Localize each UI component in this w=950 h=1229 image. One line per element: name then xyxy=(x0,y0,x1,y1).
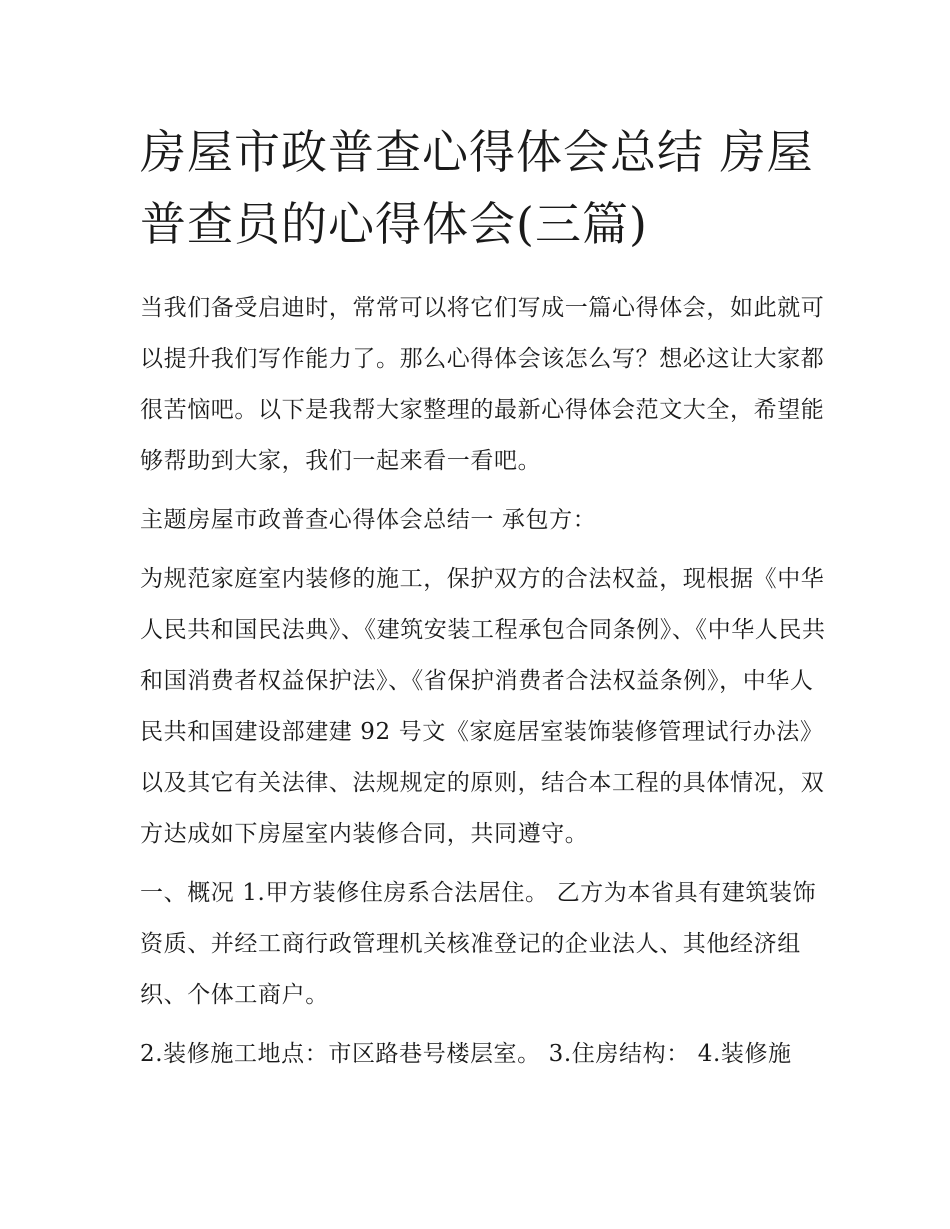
paragraph-intro: 当我们备受启迪时，常常可以将它们写成一篇心得体会，如此就可以提升我们写作能力了。那么心得体会该怎么写？想必这让大家都很苦恼吧。以下是我帮大家整理的最新心得体会范文大全，希望能够帮助到大家，我们一起来看一看吧。 xyxy=(140,295,825,474)
paragraph-subject-heading: 主题房屋市政普查心得体会总结一 承包方： xyxy=(140,507,597,533)
document-body xyxy=(140,283,830,1088)
paragraph-construction-details: 2.装修施工地点：市区路巷号楼层室。 3.住房结构： 4.装修施 xyxy=(140,1041,792,1067)
paragraph-contract-purpose: 为规范家庭室内装修的施工，保护双方的合法权益，现根据《中华人民共和国民法典》、《建筑安装工程承包合同条例》、《中华人民共和国消费者权益保护法》、《省保护消费者合法权益条例》，中华人民共和国建设部建建 92 号文《家庭居室装饰装修管理试行办法》以及其它有关法律、法规规定的原则，结合本工程的具体情况，双方达成如下房屋室内装修合同，共同遵守。 xyxy=(140,566,826,847)
document-title: 房屋市政普查心得体会总结 房屋普查员的心得体会(三篇) xyxy=(140,125,814,251)
paragraph-overview: 一、概况 1.甲方装修住房系合法居住。 乙方为本省具有建筑装饰资质、并经工商行政管理机关核准登记的企业法人、其他经济组织、个体工商户。 xyxy=(140,880,817,1008)
